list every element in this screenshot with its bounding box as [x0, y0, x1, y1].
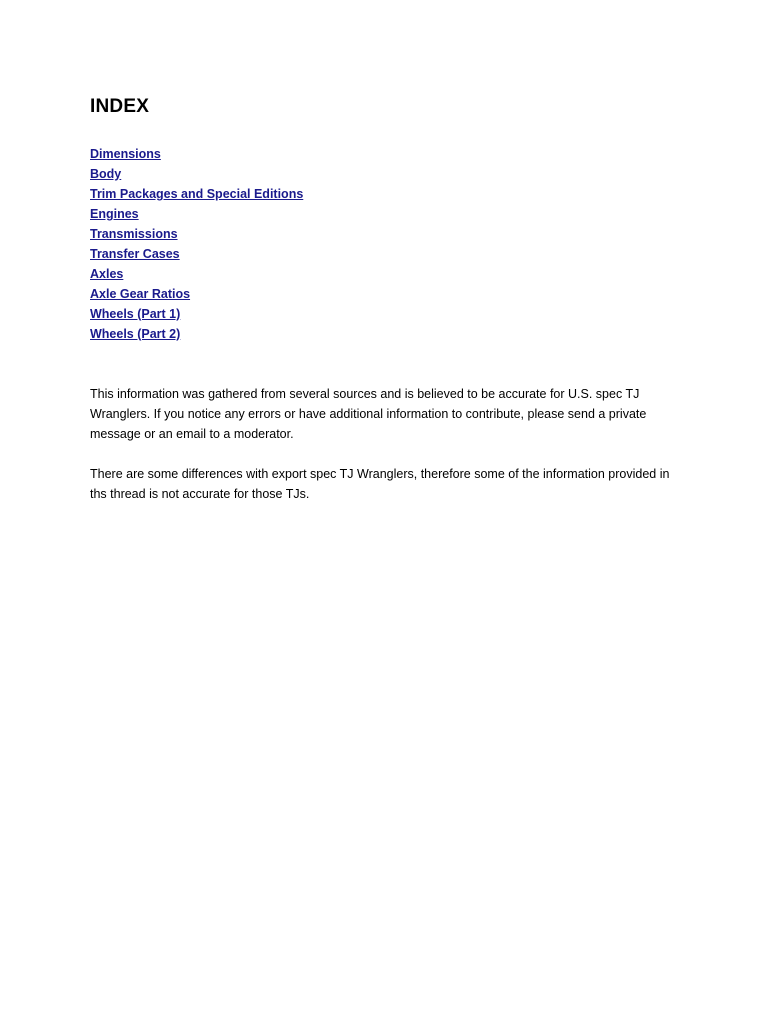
list-item	[90, 144, 680, 164]
page-title: INDEX	[90, 96, 150, 117]
index-link-axles[interactable]: Axles	[90, 267, 124, 281]
list-item	[90, 224, 680, 244]
list-item	[90, 204, 680, 224]
list-item	[90, 164, 680, 184]
index-link-wheels-part-1[interactable]: Wheels (Part 1)	[90, 307, 181, 321]
export-spec-paragraph: There are some differences with export spec TJ Wranglers, therefore some of the information provided in ths thread is not accurate for those TJs.	[90, 467, 670, 501]
index-link-engines[interactable]: Engines	[90, 207, 139, 221]
index-link-transmissions[interactable]: Transmissions	[90, 227, 178, 241]
index-link-axle-gear-ratios[interactable]: Axle Gear Ratios	[90, 287, 191, 301]
index-link-wheels-part-2[interactable]: Wheels (Part 2)	[90, 327, 181, 341]
list-item	[90, 264, 680, 284]
list-item	[90, 284, 680, 304]
index-link-dimensions[interactable]: Dimensions	[90, 147, 161, 161]
list-item	[90, 244, 680, 264]
index-list	[90, 144, 680, 344]
index-link-transfer-cases[interactable]: Transfer Cases	[90, 247, 180, 261]
accuracy-note-paragraph: This information was gathered from several sources and is believed to be accurate for U.S. spec TJ Wranglers. If you notice any errors or have additional information to contribute, please send a private message or an email to a moderator.	[90, 387, 647, 441]
list-item	[90, 324, 680, 344]
list-item	[90, 304, 680, 324]
document-page	[90, 94, 680, 504]
index-link-trim-packages[interactable]: Trim Packages and Special Editions	[90, 187, 304, 201]
list-item	[90, 184, 680, 204]
index-link-body[interactable]: Body	[90, 167, 122, 181]
